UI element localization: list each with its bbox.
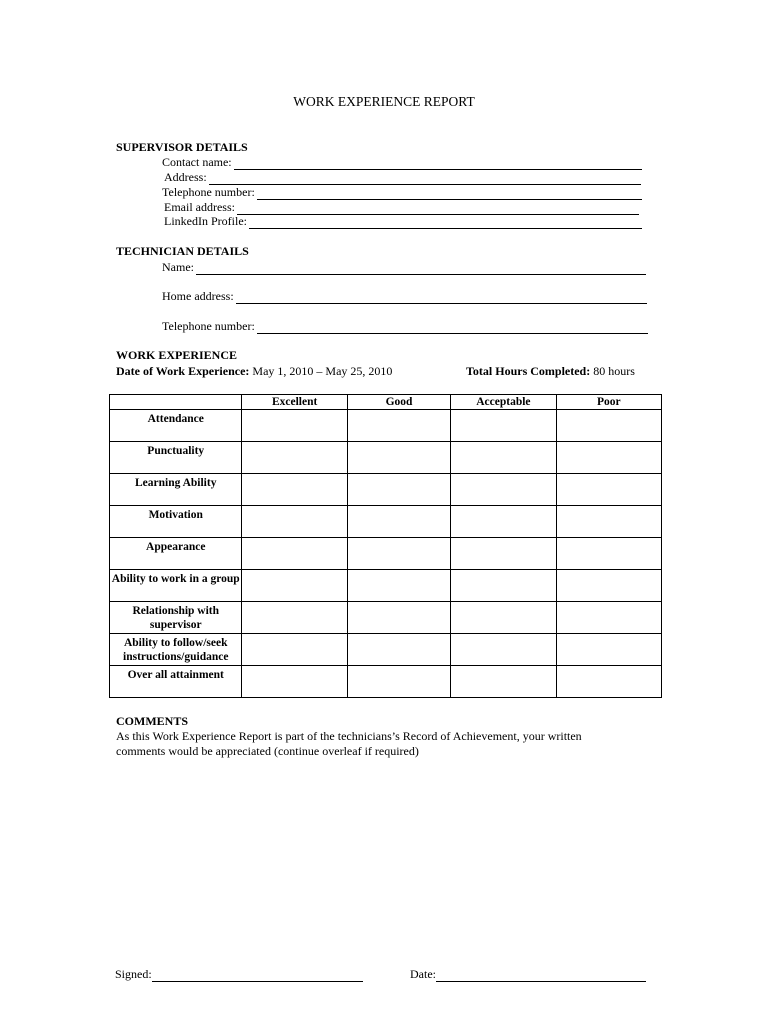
rating-cell[interactable] — [451, 538, 556, 570]
rating-cell[interactable] — [556, 634, 661, 666]
criterion-label: Appearance — [110, 538, 242, 570]
column-header: Excellent — [242, 395, 347, 410]
supervisor-telephone-field[interactable] — [162, 185, 642, 200]
criterion-label: Attendance — [110, 410, 242, 442]
table-row — [110, 410, 662, 442]
rating-cell[interactable] — [242, 410, 347, 442]
criterion-label: Ability to work in a group — [110, 570, 242, 602]
rating-cell[interactable] — [347, 410, 450, 442]
table-row — [110, 442, 662, 474]
rating-cell[interactable] — [242, 442, 347, 474]
comments-heading: COMMENTS — [116, 714, 188, 728]
rating-cell[interactable] — [556, 538, 661, 570]
rating-cell[interactable] — [242, 506, 347, 538]
field-label: Home address: — [162, 289, 234, 303]
signed-field[interactable] — [115, 967, 363, 982]
rating-cell[interactable] — [242, 634, 347, 666]
table-row — [110, 602, 662, 634]
field-label: Telephone number: — [162, 185, 255, 199]
field-label: Name: — [162, 260, 194, 274]
comments-text-line: comments would be appreciated (continue overleaf if required) — [116, 744, 419, 758]
rating-cell[interactable] — [556, 410, 661, 442]
column-header: Good — [347, 395, 450, 410]
rating-cell[interactable] — [242, 666, 347, 698]
rating-cell[interactable] — [556, 506, 661, 538]
rating-cell[interactable] — [347, 570, 450, 602]
table-row — [110, 474, 662, 506]
technician-name-field[interactable] — [162, 260, 646, 275]
rating-cell[interactable] — [242, 602, 347, 634]
criterion-label: Motivation — [110, 506, 242, 538]
rating-cell[interactable] — [451, 474, 556, 506]
column-header — [110, 395, 242, 410]
rating-cell[interactable] — [556, 442, 661, 474]
supervisor-address-field[interactable] — [164, 170, 641, 185]
supervisor-contact-name-field[interactable] — [162, 155, 642, 170]
field-label: Address: — [164, 170, 207, 184]
work-experience-heading: WORK EXPERIENCE — [116, 348, 238, 362]
criterion-label: Learning Ability — [110, 474, 242, 506]
field-label: Contact name: — [162, 155, 232, 169]
table-row — [110, 538, 662, 570]
field-label: Telephone number: — [162, 319, 255, 333]
date-label: Date of Work Experience: — [116, 364, 250, 378]
criterion-label: Over all attainment — [110, 666, 242, 698]
rating-cell[interactable] — [556, 474, 661, 506]
supervisor-email-field[interactable] — [164, 200, 639, 215]
field-label: LinkedIn Profile: — [164, 214, 247, 228]
hours-value: 80 hours — [593, 364, 635, 378]
signed-label: Signed: — [115, 967, 152, 981]
technician-heading: TECHNICIAN DETAILS — [116, 244, 249, 258]
technician-telephone-field[interactable] — [162, 319, 648, 334]
table-row — [110, 634, 662, 666]
supervisor-linkedin-field[interactable] — [164, 214, 642, 229]
rating-cell[interactable] — [347, 666, 450, 698]
date-label: Date: — [410, 967, 436, 981]
rating-cell[interactable] — [556, 666, 661, 698]
rating-cell[interactable] — [347, 538, 450, 570]
supervisor-heading: SUPERVISOR DETAILS — [116, 140, 248, 154]
rating-cell[interactable] — [451, 506, 556, 538]
page-title: WORK EXPERIENCE REPORT — [293, 94, 475, 109]
evaluation-table — [109, 394, 662, 698]
hours-label: Total Hours Completed: — [466, 364, 591, 378]
column-header: Poor — [556, 395, 661, 410]
rating-cell[interactable] — [451, 570, 556, 602]
rating-cell[interactable] — [451, 442, 556, 474]
total-hours — [466, 364, 635, 379]
criterion-label: Punctuality — [110, 442, 242, 474]
date-field[interactable] — [410, 967, 646, 982]
criterion-label: Relationship with supervisor — [110, 602, 242, 634]
rating-cell[interactable] — [451, 410, 556, 442]
technician-home-address-field[interactable] — [162, 289, 647, 304]
rating-cell[interactable] — [451, 602, 556, 634]
table-row — [110, 506, 662, 538]
table-row — [110, 570, 662, 602]
rating-cell[interactable] — [451, 666, 556, 698]
rating-cell[interactable] — [451, 634, 556, 666]
rating-cell[interactable] — [556, 602, 661, 634]
rating-cell[interactable] — [242, 538, 347, 570]
comments-text-line: As this Work Experience Report is part of the technicians’s Record of Achievement, your written — [116, 729, 582, 743]
rating-cell[interactable] — [347, 442, 450, 474]
rating-cell[interactable] — [347, 602, 450, 634]
field-label: Email address: — [164, 200, 235, 214]
rating-cell[interactable] — [347, 474, 450, 506]
rating-cell[interactable] — [242, 570, 347, 602]
rating-cell[interactable] — [556, 570, 661, 602]
rating-cell[interactable] — [242, 474, 347, 506]
date-value: May 1, 2010 – May 25, 2010 — [252, 364, 393, 378]
rating-cell[interactable] — [347, 634, 450, 666]
rating-cell[interactable] — [347, 506, 450, 538]
table-row — [110, 666, 662, 698]
column-header: Acceptable — [451, 395, 556, 410]
work-experience-date — [116, 364, 392, 379]
table-header-row — [110, 395, 662, 410]
criterion-label: Ability to follow/seek instructions/guidance — [110, 634, 242, 666]
